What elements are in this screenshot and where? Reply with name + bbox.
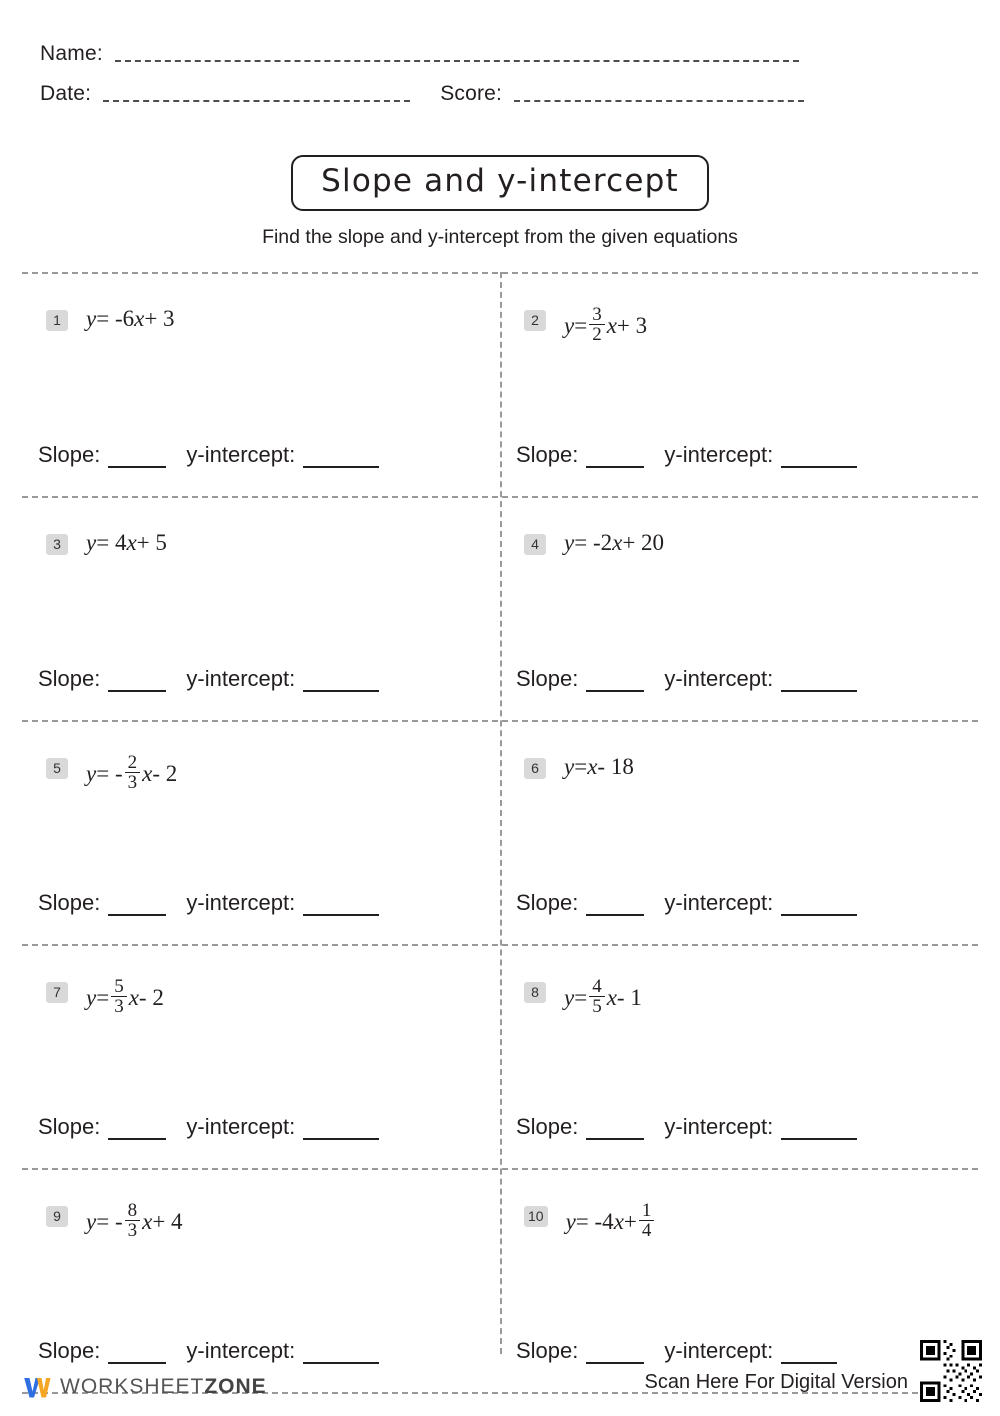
problem-header bbox=[500, 272, 978, 346]
fraction-numerator: 8 bbox=[127, 1200, 138, 1221]
equation-text: y bbox=[564, 530, 575, 555]
fraction-denominator: 5 bbox=[589, 996, 605, 1016]
equation-text: x bbox=[613, 1209, 624, 1235]
equation-text: = -6 bbox=[96, 306, 135, 331]
y-intercept-label: y-intercept: bbox=[186, 890, 296, 915]
slope-label: Slope: bbox=[38, 1338, 101, 1363]
slope-label: Slope: bbox=[38, 890, 101, 915]
equation-text: + 20 bbox=[622, 530, 665, 555]
logo-text bbox=[60, 1375, 267, 1399]
page-subtitle: Find the slope and y-intercept from the given equations bbox=[262, 226, 738, 248]
equation bbox=[86, 978, 164, 1018]
scan-instruction: Scan Here For Digital Version bbox=[644, 1371, 908, 1393]
equation-text: x bbox=[126, 530, 137, 555]
equation-text: y bbox=[86, 306, 97, 331]
y-intercept-answer-blank[interactable] bbox=[781, 448, 857, 468]
equation bbox=[564, 754, 634, 779]
slope-answer-blank[interactable] bbox=[108, 448, 166, 468]
y-intercept-label: y-intercept: bbox=[664, 890, 774, 915]
equation-text: - 2 bbox=[152, 761, 178, 787]
equation-text: x bbox=[128, 985, 139, 1011]
fraction bbox=[125, 753, 141, 793]
y-intercept-answer-blank[interactable] bbox=[303, 896, 379, 916]
equation bbox=[86, 1202, 183, 1242]
equation-text: + 3 bbox=[144, 306, 175, 331]
y-intercept-answer-blank[interactable] bbox=[303, 1120, 379, 1140]
fraction-numerator: 5 bbox=[114, 976, 124, 997]
problem-number: 9 bbox=[46, 1206, 68, 1227]
problem-cell bbox=[500, 496, 978, 720]
y-intercept-answer-blank[interactable] bbox=[781, 672, 857, 692]
fraction bbox=[589, 977, 605, 1017]
equation-text: y bbox=[86, 761, 97, 787]
slope-label: Slope: bbox=[516, 890, 579, 915]
fraction bbox=[125, 1201, 141, 1241]
answer-row bbox=[38, 890, 379, 916]
equation-text: x bbox=[606, 985, 617, 1011]
equation-text: x bbox=[142, 1209, 153, 1235]
worksheet-zone-logo bbox=[22, 1372, 267, 1402]
equation-text: y bbox=[565, 1209, 576, 1235]
problem-number: 3 bbox=[46, 534, 68, 555]
answer-row bbox=[516, 666, 857, 692]
fraction-numerator: 1 bbox=[641, 1200, 652, 1221]
equation-text: y bbox=[86, 985, 97, 1011]
equation bbox=[564, 306, 647, 346]
problem-header bbox=[22, 496, 500, 555]
problem-number: 6 bbox=[524, 758, 546, 779]
y-intercept-answer-blank[interactable] bbox=[781, 1120, 857, 1140]
fraction-numerator: 2 bbox=[127, 752, 138, 773]
equation-text: - 2 bbox=[138, 985, 164, 1011]
equation-text: - 18 bbox=[597, 754, 634, 779]
problem-number: 10 bbox=[524, 1206, 548, 1227]
equation-text: x bbox=[587, 754, 598, 779]
equation-text: = 4 bbox=[96, 530, 127, 555]
equation-text: + 3 bbox=[616, 313, 648, 339]
score-label: Score: bbox=[440, 82, 503, 105]
answer-row bbox=[516, 442, 857, 468]
slope-answer-blank[interactable] bbox=[108, 1120, 166, 1140]
slope-label: Slope: bbox=[516, 442, 579, 467]
problem-cell bbox=[22, 944, 500, 1168]
equation-text: y bbox=[86, 530, 97, 555]
problem-cell bbox=[22, 496, 500, 720]
problem-cell bbox=[500, 720, 978, 944]
slope-answer-blank[interactable] bbox=[586, 672, 644, 692]
fraction-denominator: 2 bbox=[589, 324, 605, 344]
y-intercept-label: y-intercept: bbox=[664, 1114, 774, 1139]
problem-number: 8 bbox=[524, 982, 546, 1003]
equation-text: x bbox=[606, 313, 617, 339]
fraction-numerator: 3 bbox=[592, 304, 602, 325]
logo-word-worksheet: WORKSHEET bbox=[60, 1375, 205, 1398]
name-label: Name: bbox=[40, 42, 103, 65]
slope-answer-blank[interactable] bbox=[586, 448, 644, 468]
equation bbox=[566, 1202, 657, 1242]
problem-header bbox=[22, 720, 500, 794]
y-intercept-answer-blank[interactable] bbox=[303, 448, 379, 468]
answer-row bbox=[38, 666, 379, 692]
fraction bbox=[639, 1201, 655, 1241]
equation-text: = - bbox=[96, 1209, 123, 1235]
fraction bbox=[589, 305, 605, 345]
y-intercept-label: y-intercept: bbox=[186, 442, 296, 467]
equation-text: y bbox=[564, 985, 575, 1011]
fraction bbox=[111, 977, 127, 1017]
slope-answer-blank[interactable] bbox=[586, 1120, 644, 1140]
problem-number: 7 bbox=[46, 982, 68, 1003]
y-intercept-label: y-intercept: bbox=[664, 666, 774, 691]
name-input-line[interactable] bbox=[115, 60, 799, 62]
slope-label: Slope: bbox=[38, 442, 101, 467]
fraction-denominator: 3 bbox=[111, 996, 127, 1016]
problem-cell bbox=[22, 720, 500, 944]
problem-number: 2 bbox=[524, 310, 546, 331]
equation-text: = - bbox=[96, 761, 123, 787]
fraction-denominator: 3 bbox=[125, 1220, 141, 1240]
slope-answer-blank[interactable] bbox=[108, 896, 166, 916]
problem-header bbox=[500, 496, 978, 555]
answer-row bbox=[38, 442, 379, 468]
worksheet-footer bbox=[0, 1344, 1000, 1416]
slope-label: Slope: bbox=[516, 1338, 579, 1363]
equation-text: + 4 bbox=[152, 1209, 183, 1235]
equation bbox=[86, 754, 177, 794]
y-intercept-answer-blank[interactable] bbox=[303, 672, 379, 692]
slope-label: Slope: bbox=[516, 666, 579, 691]
equation bbox=[86, 306, 175, 331]
answer-row bbox=[38, 1114, 379, 1140]
slope-label: Slope: bbox=[516, 1114, 579, 1139]
problem-header bbox=[500, 720, 978, 779]
qr-code[interactable] bbox=[920, 1340, 982, 1402]
problem-header bbox=[500, 944, 978, 1018]
problem-cell bbox=[500, 272, 978, 496]
page-title: Slope and y-intercept bbox=[291, 155, 709, 211]
equation-text: - 1 bbox=[616, 985, 642, 1011]
equation-text: = bbox=[574, 754, 588, 779]
problem-number: 4 bbox=[524, 534, 546, 555]
problem-number: 1 bbox=[46, 310, 68, 331]
logo-word-zone: ZONE bbox=[204, 1375, 267, 1398]
date-score-row bbox=[40, 68, 960, 108]
problem-header bbox=[500, 1168, 978, 1242]
title-container bbox=[0, 155, 1000, 211]
equation-text: x bbox=[134, 306, 145, 331]
slope-label: Slope: bbox=[38, 666, 101, 691]
problem-number: 5 bbox=[46, 758, 68, 779]
date-label: Date: bbox=[40, 82, 92, 105]
equation bbox=[564, 978, 642, 1018]
equation-text: = bbox=[574, 313, 588, 339]
equation-text: = -2 bbox=[574, 530, 613, 555]
equation-text: y bbox=[86, 1209, 97, 1235]
y-intercept-label: y-intercept: bbox=[664, 442, 774, 467]
y-intercept-label: y-intercept: bbox=[186, 1114, 296, 1139]
equation-text: x bbox=[142, 761, 153, 787]
slope-answer-blank[interactable] bbox=[586, 896, 644, 916]
equation-text: = -4 bbox=[575, 1209, 614, 1235]
y-intercept-label: y-intercept: bbox=[186, 1338, 296, 1363]
equation-text: + bbox=[623, 1209, 637, 1235]
date-input-line[interactable] bbox=[103, 100, 410, 102]
equation-text: y bbox=[564, 754, 575, 779]
slope-answer-blank[interactable] bbox=[108, 672, 166, 692]
logo-icon bbox=[22, 1372, 52, 1402]
problem-header bbox=[22, 272, 500, 331]
y-intercept-answer-blank[interactable] bbox=[781, 896, 857, 916]
answer-row bbox=[516, 890, 857, 916]
fraction-numerator: 4 bbox=[592, 976, 602, 997]
fraction-denominator: 3 bbox=[125, 772, 141, 792]
equation bbox=[564, 530, 664, 555]
y-intercept-label: y-intercept: bbox=[186, 666, 296, 691]
problem-header bbox=[22, 944, 500, 1018]
problem-cell bbox=[500, 944, 978, 1168]
problem-grid bbox=[22, 272, 978, 1363]
problem-cell bbox=[22, 272, 500, 496]
slope-label: Slope: bbox=[38, 1114, 101, 1139]
answer-row bbox=[516, 1114, 857, 1140]
equation-text: x bbox=[612, 530, 623, 555]
problem-header bbox=[22, 1168, 500, 1242]
y-intercept-label: y-intercept: bbox=[664, 1338, 774, 1363]
equation-text: + 5 bbox=[136, 530, 167, 555]
equation-text: = bbox=[574, 985, 588, 1011]
equation bbox=[86, 530, 167, 555]
worksheet-header bbox=[0, 0, 1000, 108]
fraction-denominator: 4 bbox=[639, 1220, 655, 1240]
equation-text: = bbox=[96, 985, 110, 1011]
name-row bbox=[40, 28, 960, 68]
equation-text: y bbox=[564, 313, 575, 339]
score-input-line[interactable] bbox=[514, 100, 804, 102]
